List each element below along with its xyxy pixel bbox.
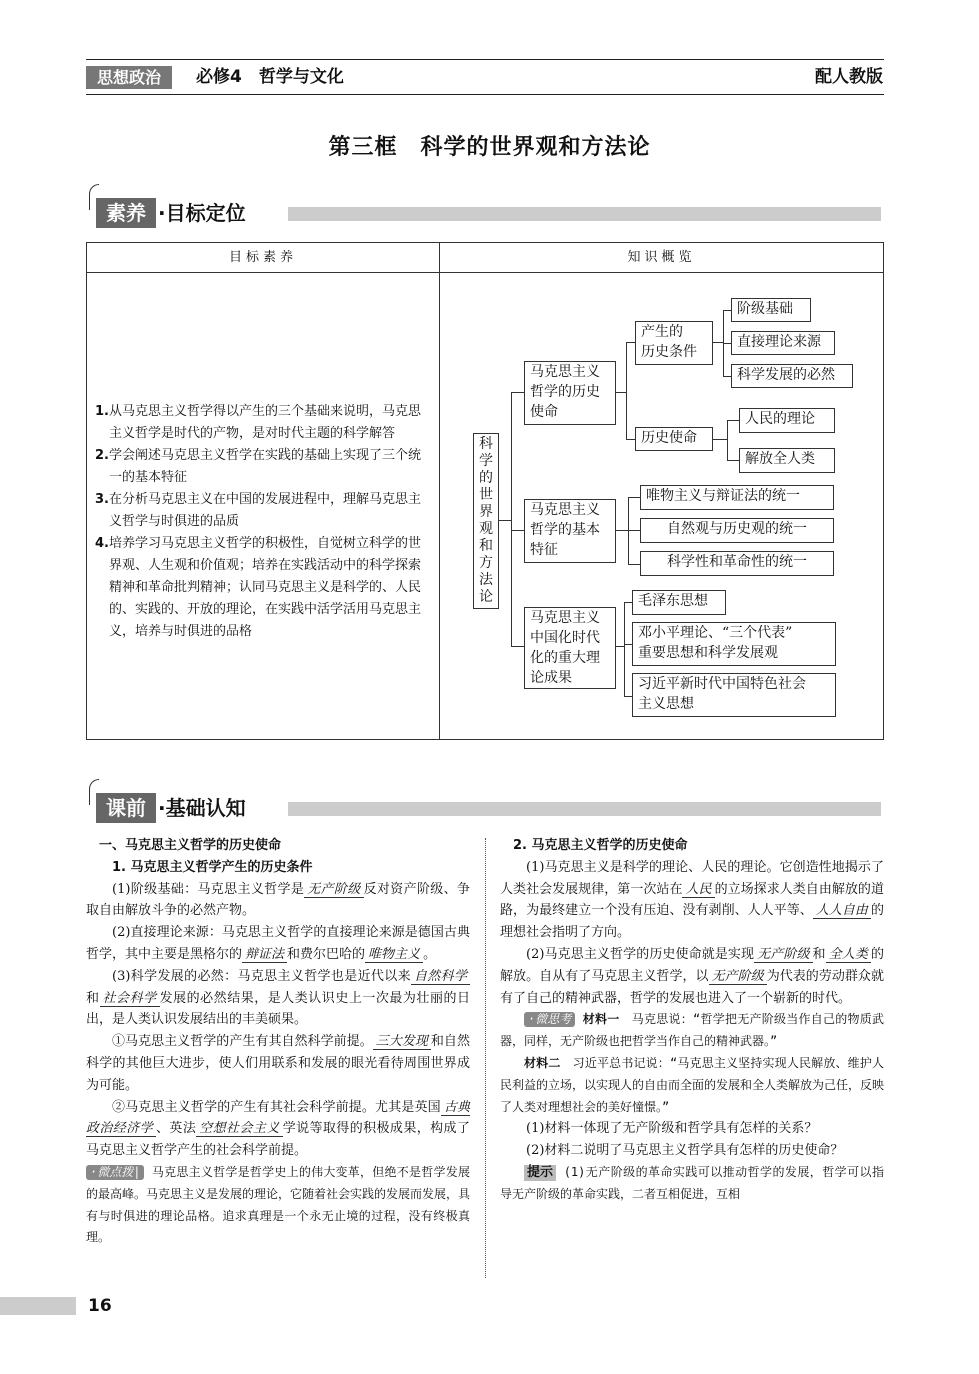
edition-label: 配人教版 xyxy=(815,67,883,87)
header-top-rule xyxy=(86,59,884,60)
map-b1-item: 直接理论来源 xyxy=(731,331,835,355)
left-column xyxy=(86,835,470,1249)
map-branch2: 马克思主义 哲学的基本 特征 xyxy=(524,499,616,563)
tip-note: ·微点拨| 马克思主义哲学是哲学史上的伟大变革，但绝不是哲学发展的最高峰。马克思主义是发展的理论，它随着社会实践的发展而发展，具有与时俱进的理论品格。追求真理是一个永无止境的过程，没有终极真理。 xyxy=(86,1164,471,1245)
answer-blank: 自然科学 xyxy=(411,969,470,985)
section2-name: ·基础认知 xyxy=(158,796,246,820)
map-b2-item: 自然观与历史观的统一 xyxy=(640,518,834,543)
answer-blank: 人民 xyxy=(682,882,714,898)
question-2: (2)材料二说明了马克思主义哲学具有怎样的历史使命？ xyxy=(526,1143,844,1159)
overview-col-header: 知识概览 xyxy=(440,243,884,273)
hint-label: 提示 xyxy=(524,1165,556,1181)
page-number: 16 xyxy=(88,1296,112,1316)
map-b3-item: 毛泽东思想 xyxy=(632,590,726,615)
paragraph: (2)直接理论来源：马克思主义哲学的直接理论来源是德国古典哲学，其中主要是黑格尔的 辩证法 和费尔巴哈的 唯物主义 。 xyxy=(86,925,470,962)
map-b2-item: 科学性和革命性的统一 xyxy=(640,551,834,576)
heading-historical-mission: 一、马克思主义哲学的历史使命 xyxy=(99,838,282,853)
subject-badge: 思想政治 xyxy=(86,66,172,89)
map-b1-item: 人民的理论 xyxy=(739,408,835,433)
page-title: 第三框 科学的世界观和方法论 xyxy=(328,135,651,160)
answer-blank: 无产阶级 xyxy=(304,882,363,898)
paragraph: ①马克思主义哲学的产生有其自然科学前提。 三大发现 和自然科学的其他巨大进步，使人们用联系和发展的眼光看待周围世界成为可能。 xyxy=(86,1034,470,1093)
think-tag: ·微思考 xyxy=(524,1012,575,1027)
subheading-mission: 2. 马克思主义哲学的历史使命 xyxy=(513,838,688,853)
answer-blank: 无产阶级 xyxy=(754,947,812,963)
goal-item: 4.培养学习马克思主义哲学的积极性，自觉树立科学的世界观、人生观和价值观；培养在实践活动中的科学探索精神和革命批判精神；认同马克思主义是科学的、人民的、实践的、开放的理论，在实践中活学活用马克思主义，培养与时俱进的品格 xyxy=(95,536,422,639)
paragraph: (1)马克思主义是科学的理论、人民的理论。它创造性地揭示了人类社会发展规律，第一次站在 人民 的立场探求人类自由解放的道路，为最终建立一个没有压迫、没有剥削、人人平等、 人人自由 的理想社会指明了方向。 xyxy=(500,859,884,941)
goal-item: 3.在分析马克思主义在中国的发展进程中，理解马克思主义哲学与时俱进的品质 xyxy=(95,492,421,529)
answer-blank: 唯物主义 xyxy=(365,947,423,963)
column-divider xyxy=(485,838,486,1278)
map-b1-item: 阶级基础 xyxy=(731,298,811,322)
answer-blank: 人人自由 xyxy=(813,903,871,919)
section2-bar xyxy=(288,802,881,816)
answer-blank: 古典政治经济学 xyxy=(86,1099,470,1137)
answer-blank: 空想社会主义 xyxy=(196,1121,282,1137)
goal-item: 1.从马克思主义哲学得以产生的三个基础来说明，马克思主义哲学是时代的产物，是对时代主题的科学解答 xyxy=(95,404,421,441)
map-b3-item: 习近平新时代中国特色社会 主义思想 xyxy=(632,673,836,717)
right-column xyxy=(500,835,884,1206)
answer-blank: 社会科学 xyxy=(100,991,160,1007)
map-b1-item: 解放全人类 xyxy=(739,448,835,473)
material-2: 材料二 习近平总书记说：“马克思主义坚持实现人民解放、维护人民利益的立场，以实现人的自由而全面的发展和全人类解放为己任，反映了人类对理想社会的美好憧憬。” xyxy=(500,1055,885,1114)
map-root: 科学的世界观和方法论 xyxy=(473,433,499,609)
header-bottom-rule xyxy=(86,94,884,95)
answer-blank: 全人类 xyxy=(826,947,871,963)
answer-blank: 辩证法 xyxy=(242,947,287,963)
paragraph: (3)科学发展的必然：马克思主义哲学也是近代以来 自然科学和 社会科学 发展的必然结果，是人类认识史上一次最为壮丽的日出，是人类认识发展结出的丰美硕果。 xyxy=(86,968,470,1028)
map-b1-conditions: 产生的 历史条件 xyxy=(635,321,713,365)
map-b1-item: 科学发展的必然 xyxy=(731,364,853,388)
material-1: ·微思考 材料一 马克思说：“哲学把无产阶级当作自己的物质武器，同样，无产阶级也把哲学当作自己的精神武器。” xyxy=(500,1012,884,1049)
question-1: (1)材料一体现了无产阶级和哲学具有怎样的关系？ xyxy=(526,1121,818,1137)
subheading-conditions: 1. 马克思主义哲学产生的历史条件 xyxy=(112,859,313,875)
course-title: 必修4 哲学与文化 xyxy=(196,67,344,87)
paragraph: ②马克思主义哲学的产生有其社会科学前提。尤其是英国 古典政治经济学 、英法 空想社会主义 学说等取得的积极成果，构成了马克思主义哲学产生的社会科学前提。 xyxy=(86,1099,470,1159)
goal-col-header: 目标素养 xyxy=(87,243,440,273)
section2-tag: 课前 xyxy=(96,793,156,823)
section1-tag: 素养 xyxy=(96,198,156,228)
goals-cell xyxy=(87,273,440,740)
paragraph: (2)马克思主义哲学的历史使命就是实现 无产阶级 和 全人类 的解放。自从有了马克思主义哲学，以 无产阶级 为代表的劳动群众就有了自己的精神武器，哲学的发展也进入了一个崭新的时代。 xyxy=(500,946,884,1006)
goal-item: 2.学会阐述马克思主义哲学在实践的基础上实现了三个统一的基本特征 xyxy=(95,448,421,485)
map-branch3: 马克思主义 中国化时代 化的重大理 论成果 xyxy=(524,607,616,689)
map-branch1: 马克思主义 哲学的历史 使命 xyxy=(524,361,616,425)
map-b3-item: 邓小平理论、“三个代表” 重要思想和科学发展观 xyxy=(632,622,836,666)
section1-bar xyxy=(288,207,881,221)
answer-hint: 提示 (1)无产阶级的革命实践可以推动哲学的发展，哲学可以指导无产阶级的革命实践，二者互相促进，互相 xyxy=(500,1164,884,1201)
map-b1-mission: 历史使命 xyxy=(635,427,713,451)
answer-blank: 三大发现 xyxy=(373,1034,431,1050)
map-b2-item: 唯物主义与辩证法的统一 xyxy=(640,485,834,510)
tip-tag: ·微点拨| xyxy=(86,1165,144,1180)
paragraph: (1)阶级基础：马克思主义哲学是 无产阶级 反对资产阶级、争取自由解放斗争的必然产物。 xyxy=(86,881,470,919)
footer-bar xyxy=(0,1297,76,1315)
answer-blank: 无产阶级 xyxy=(709,969,767,985)
section1-name: ·目标定位 xyxy=(158,201,246,225)
